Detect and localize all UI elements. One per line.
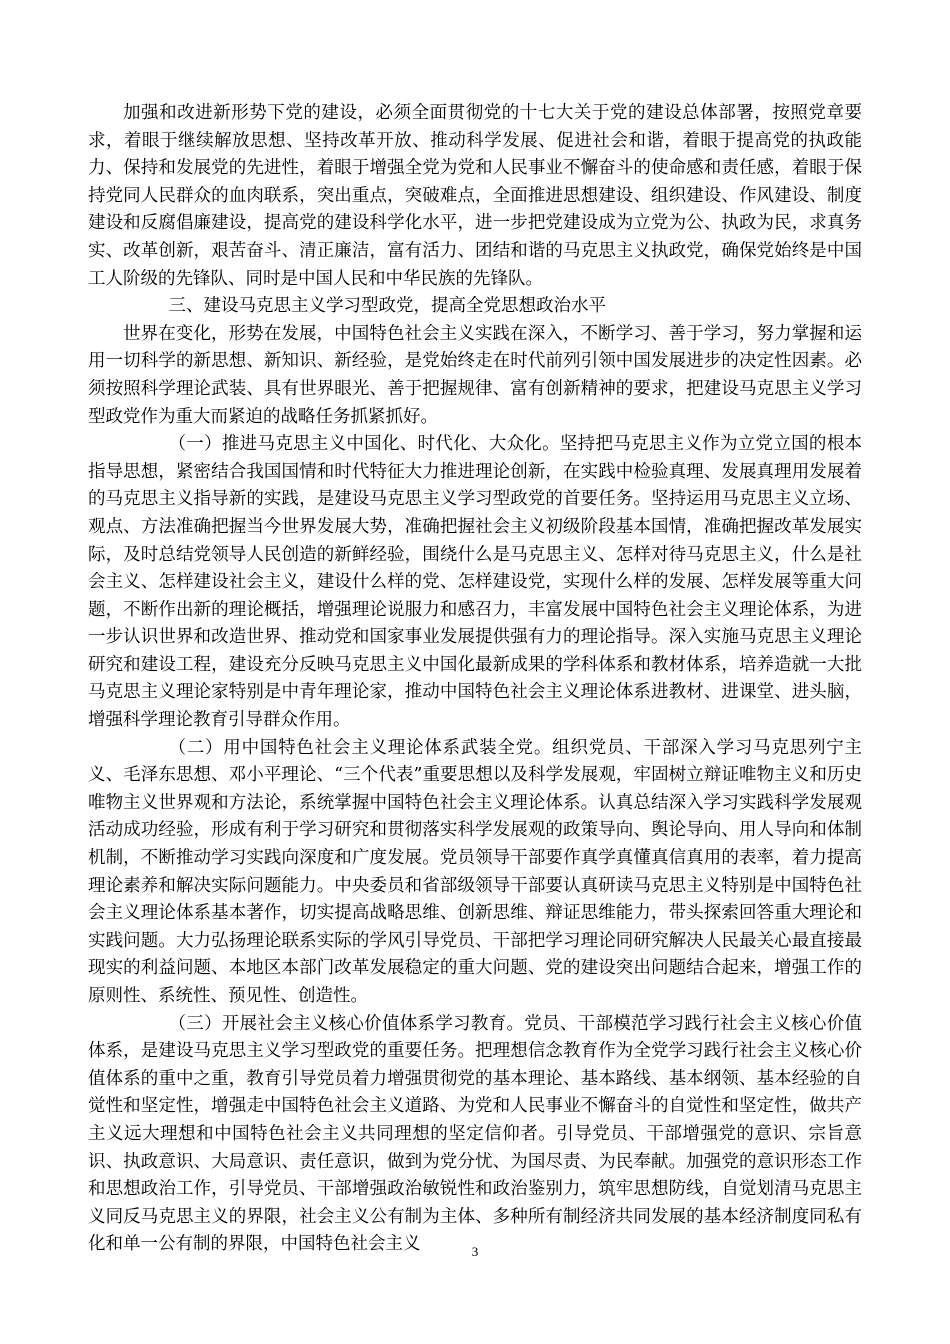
document-body (88, 100, 862, 1259)
paragraph-item-three: （三）开展社会主义核心价值体系学习教育。党员、干部模范学习践行社会主义核心价值体系，是建设马克思主义学习型政党的重要任务。把理想信念教育作为全党学习践行社会主义核心价值体系的重中之重，教育引导党员着力增强贯彻党的基本理论、基本路线、基本纲领、基本经验的自觉性和坚定性，增强走中国特色社会主义道路、为党和人民事业不懈奋斗的自觉性和坚定性，做共产主义远大理想和中国特色社会主义共同理想的坚定信仰者。引导党员、干部增强党的意识、宗旨意识、执政意识、大局意识、责任意识，做到为党分忧、为国尽责、为民奉献。加强党的意识形态工作和思想政治工作，引导党员、干部增强政治敏锐性和政治鉴别力，筑牢思想防线，自觉划清马克思主义同反马克思主义的界限，社会主义公有制为主体、多种所有制经济共同发展的基本经济制度同私有化和单一公有制的界限，中国特色社会主义 (88, 1013, 862, 1255)
paragraph-item-two: （二）用中国特色社会主义理论体系武装全党。组织党员、干部深入学习马克思列宁主义、毛泽东思想、邓小平理论、“三个代表”重要思想以及科学发展观，牢固树立辩证唯物主义和历史唯物主义世界观和方法论，系统掌握中国特色社会主义理论体系。认真总结深入学习实践科学发展观活动成功经验，形成有利于学习研究和贯彻落实科学发展观的政策导向、舆论导向、用人导向和体制机制，不断推动学习实践向深度和广度发展。党员领导干部要作真学真懂真信真用的表率，着力提高理论素养和解决实际问题能力。中央委员和省部级领导干部要认真研读马克思主义特别是中国特色社会主义理论体系基本著作，切实提高战略思维、创新思维、辩证思维能力，带头探索回答重大理论和实践问题。大力弘扬理论联系实际的学风引导党员、干部把学习理论同研究解决人民最关心最直接最现实的利益问题、本地区本部门改革发展稳定的重大问题、党的建设突出问题结合起来，增强工作的原则性、系统性、预见性、创造性。 (88, 737, 862, 1006)
paragraph-party-building-overview: 加强和改进新形势下党的建设，必须全面贯彻党的十七大关于党的建设总体部署，按照党章要求，着眼于继续解放思想、坚持改革开放、推动科学发展、促进社会和谐，着眼于提高党的执政能力、保持和发展党的先进性，着眼于增强全党为党和人民事业不懈奋斗的使命感和责任感，着眼于保持党同人民群众的血肉联系，突出重点，突破难点，全面推进思想建设、组织建设、作风建设、制度建设和反腐倡廉建设，提高党的建设科学化水平，进一步把党建设成为立党为公、执政为民，求真务实、改革创新，艰苦奋斗、清正廉洁，富有活力、团结和谐的马克思主义执政党，确保党始终是中国工人阶级的先锋队、同时是中国人民和中华民族的先锋队。 (88, 103, 862, 289)
paragraph-section-intro: 世界在变化，形势在发展，中国特色社会主义实践在深入，不断学习、善于学习，努力掌握和运用一切科学的新思想、新知识、新经验，是党始终走在时代前列引领中国发展进步的决定性因素。必须按照科学理论武装、具有世界眼光、善于把握规律、富有创新精神的要求，把建设马克思主义学习型政党作为重大而紧迫的战略任务抓紧抓好。 (88, 323, 862, 427)
page-number: 3 (471, 1244, 479, 1259)
section-heading-three: 三、建设马克思主义学习型政党，提高全党思想政治水平 (168, 296, 606, 317)
paragraph-item-one: （一）推进马克思主义中国化、时代化、大众化。坚持把马克思主义作为立党立国的根本指导思想，紧密结合我国国情和时代特征大力推进理论创新，在实践中检验真理、发展真理用发展着的马克思主义指导新的实践，是建设马克思主义学习型政党的首要任务。坚持运用马克思主义立场、观点、方法准确把握当今世界发展大势，准确把握社会主义初级阶段基本国情，准确把握改革发展实际，及时总结党领导人民创造的新鲜经验，围绕什么是马克思主义、怎样对待马克思主义，什么是社会主义、怎样建设社会主义，建设什么样的党、怎样建设党，实现什么样的发展、怎样发展等重大问题，不断作出新的理论概括，增强理论说服力和感召力，丰富发展中国特色社会主义理论体系，为进一步认识世界和改造世界、推动党和国家事业发展提供强有力的理论指导。深入实施马克思主义理论研究和建设工程，建设充分反映马克思主义中国化最新成果的学科体系和教材体系，培养造就一大批马克思主义理论家特别是中青年理论家，推动中国特色社会主义理论体系进教材、进课堂、进头脑，增强科学理论教育引导群众作用。 (88, 434, 862, 731)
